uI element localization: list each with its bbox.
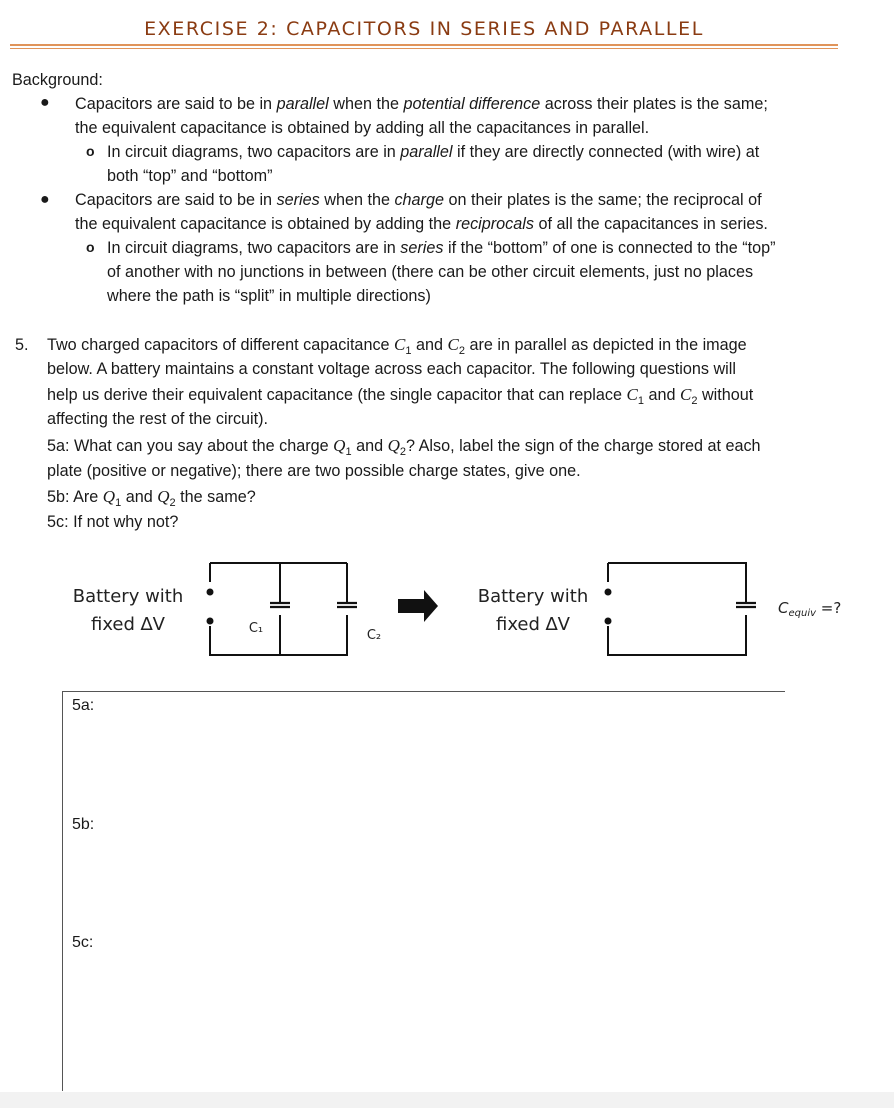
- exercise-title: EXERCISE 2: CAPACITORS IN SERIES AND PARALLEL: [144, 18, 704, 40]
- title-rule-thin: [10, 48, 838, 49]
- question-number: 5.: [15, 336, 29, 354]
- battery-terminal-icon: [605, 589, 612, 596]
- circuit-diagram: [0, 540, 894, 670]
- answer-5c-label: 5c:: [72, 934, 94, 951]
- arrow-right-icon: [398, 590, 438, 622]
- answer-box-left-border: [62, 691, 63, 1091]
- sub-bullet-icon: o: [86, 239, 95, 255]
- question-line-1: Two charged capacitors of different capacitance $C_1$ and $C_2$ are in parallel as depicted in the image: [47, 335, 747, 358]
- sub-bullet-1-line-2: both “top” and “bottom”: [107, 167, 273, 185]
- question-line-2: below. A battery maintains a constant voltage across each capacitor. The following questions will: [47, 360, 736, 378]
- sub-bullet-icon: o: [86, 143, 95, 159]
- sub-bullet-2-line-3: where the path is “split” in multiple directions): [107, 287, 431, 305]
- page-bottom-edge: [0, 1092, 894, 1108]
- battery-label-right-line-2: fixed ∆V: [495, 614, 571, 635]
- sub-bullet-2-line-1: In circuit diagrams, two capacitors are in series if the “bottom” of one is connected to the “top”: [107, 239, 776, 257]
- bullet-1-line-1: Capacitors are said to be in parallel when the potential difference across their plates is the same;: [75, 95, 768, 113]
- title-rule-thick: [10, 44, 838, 46]
- battery-terminal-icon: [207, 589, 214, 596]
- battery-label-line-2: fixed ∆V: [90, 614, 166, 635]
- answer-5b-label: 5b:: [72, 816, 95, 833]
- question-5c: 5c: If not why not?: [47, 513, 179, 531]
- bullet-1-line-2: the equivalent capacitance is obtained by adding all the capacitances in parallel.: [75, 119, 650, 137]
- question-5a: 5a: What can you say about the charge $Q_1$ and $Q_2$? Also, label the sign of the charge stored at each: [47, 436, 761, 459]
- bullet-2-line-2: the equivalent capacitance is obtained by adding the reciprocals of all the capacitances in series.: [75, 215, 768, 233]
- battery-terminal-icon: [605, 618, 612, 625]
- capacitor-c1-label: C₁: [248, 621, 264, 636]
- sub-bullet-1-line-1: In circuit diagrams, two capacitors are in parallel if they are directly connected (with wire) at: [107, 143, 760, 161]
- battery-label-right-line-1: Battery with: [477, 586, 589, 607]
- question-5b: 5b: Are $Q_1$ and $Q_2$ the same?: [47, 487, 256, 510]
- answer-box-top-border: [62, 691, 785, 692]
- bullet-icon: ●: [40, 191, 50, 208]
- background-heading: Background:: [12, 71, 103, 89]
- cequiv-label: $C_{equiv}$ =?: [778, 599, 842, 619]
- bullet-icon: ●: [40, 94, 50, 111]
- question-line-4: affecting the rest of the circuit).: [47, 410, 269, 428]
- battery-label-line-1: Battery with: [72, 586, 184, 607]
- question-line-3: help us derive their equivalent capacitance (the single capacitor that can replace $C_1$ and $C_2$ without: [47, 385, 754, 408]
- capacitor-c2-label: C₂: [366, 628, 382, 643]
- bullet-2-line-1: Capacitors are said to be in series when the charge on their plates is the same; the reciprocal of: [75, 191, 762, 209]
- answer-5a-label: 5a:: [72, 697, 95, 714]
- question-5a-line-2: plate (positive or negative); there are two possible charge states, give one.: [47, 462, 581, 480]
- battery-terminal-icon: [207, 618, 214, 625]
- sub-bullet-2-line-2: of another with no junctions in between (there can be other circuit elements, just no places: [107, 263, 754, 281]
